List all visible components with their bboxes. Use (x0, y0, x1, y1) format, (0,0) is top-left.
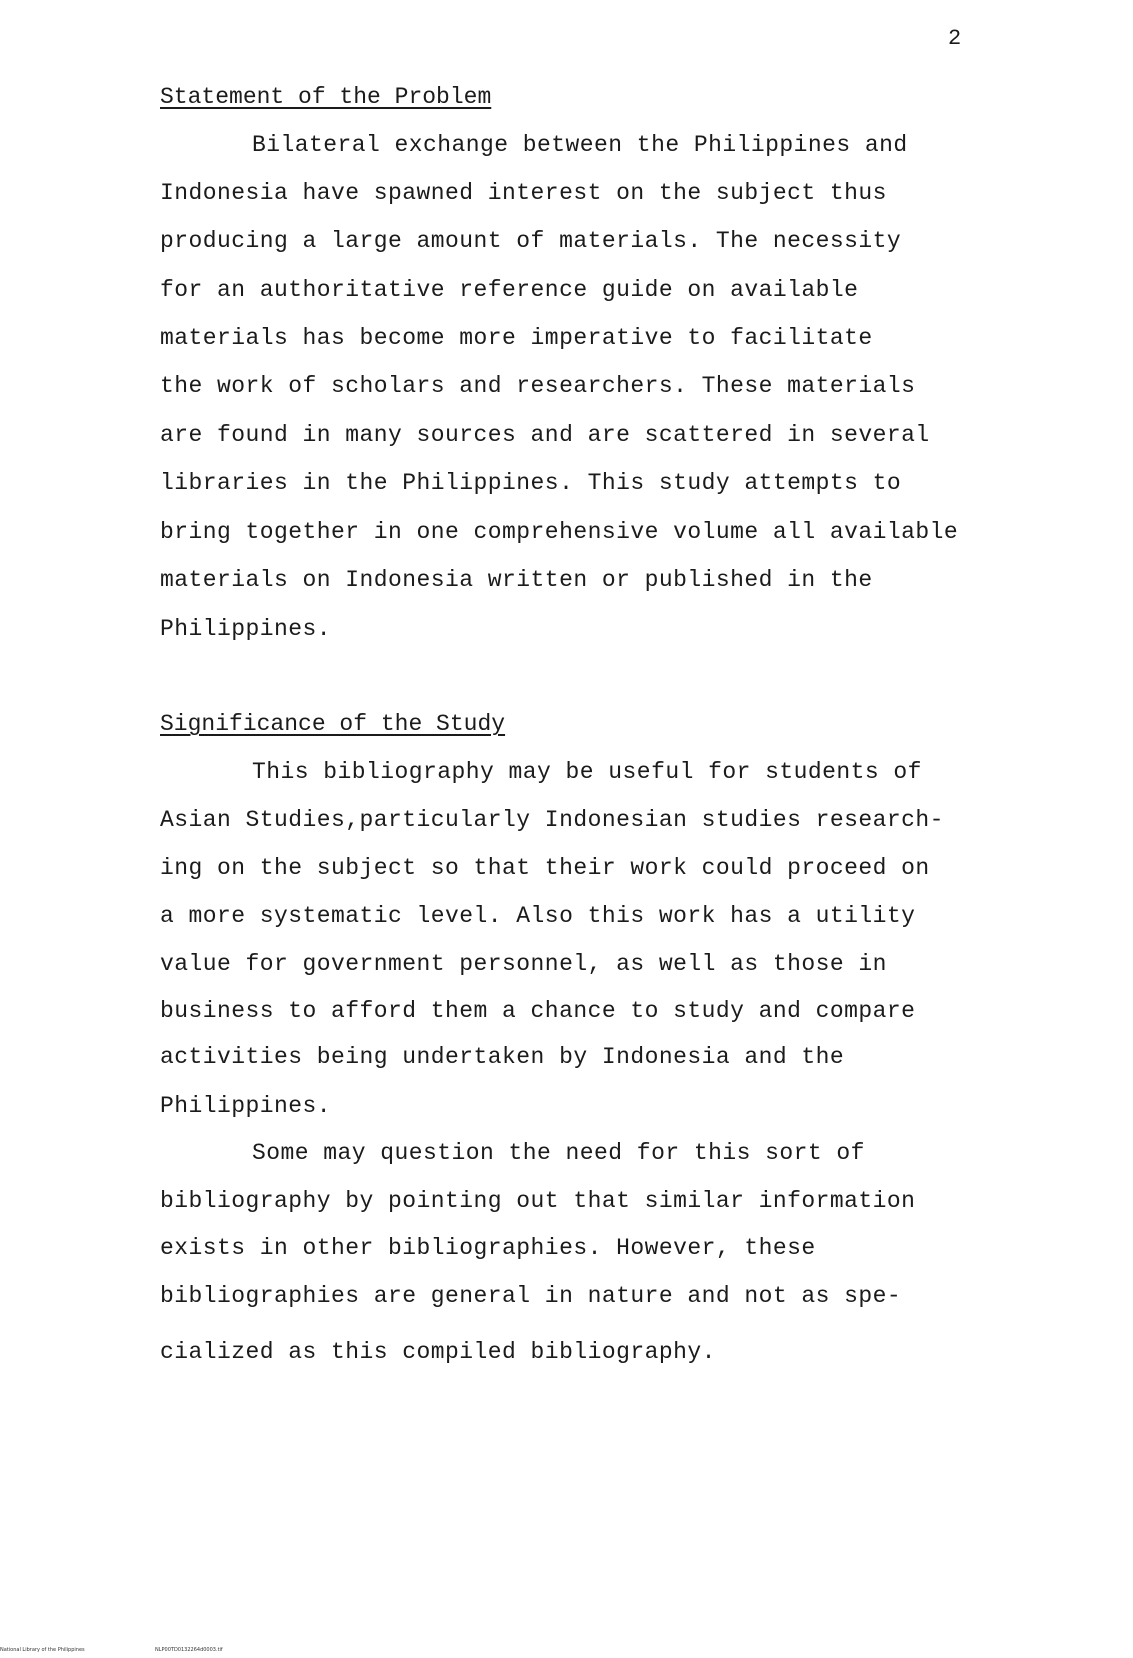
paragraph-line: Bilateral exchange between the Philippines and (252, 132, 908, 158)
paragraph-line: bibliographies are general in nature and not as spe- (160, 1283, 902, 1309)
paragraph-line: cialized as this compiled bibliography. (160, 1339, 716, 1365)
paragraph-line: the work of scholars and researchers. These materials (160, 373, 916, 399)
paragraph-line: materials has become more imperative to facilitate (160, 325, 873, 351)
paragraph-line: materials on Indonesia written or published in the (160, 567, 873, 593)
paragraph-line: Philippines. (160, 1093, 332, 1119)
paragraph-line: activities being undertaken by Indonesia and the (160, 1044, 845, 1070)
section-heading-statement: Statement of the Problem (160, 84, 492, 110)
paragraph-line: Some may question the need for this sort of (252, 1140, 865, 1166)
paragraph-line: Philippines. (160, 616, 332, 642)
paragraph-line: a more systematic level. Also this work has a utility (160, 903, 916, 929)
paragraph-line: exists in other bibliographies. However, these (160, 1235, 816, 1261)
paragraph-line: business to afford them a chance to study and compare (160, 998, 916, 1024)
section-heading-significance: Significance of the Study (160, 711, 506, 737)
footer-library-name: National Library of the Philippines (0, 1647, 85, 1653)
paragraph-line: for an authoritative reference guide on available (160, 277, 859, 303)
paragraph-line: ing on the subject so that their work could proceed on (160, 855, 930, 881)
paragraph-line: bibliography by pointing out that similar information (160, 1188, 916, 1214)
paragraph-line: producing a large amount of materials. The necessity (160, 228, 902, 254)
paragraph-line: bring together in one comprehensive volume all available (160, 519, 959, 545)
paragraph-line: libraries in the Philippines. This study attempts to (160, 470, 902, 496)
page-number: 2 (948, 26, 962, 51)
paragraph-line: This bibliography may be useful for students of (252, 759, 922, 785)
footer-file-id: NLP00TD0132264d0003.tif (155, 1647, 223, 1653)
paragraph-line: Asian Studies,particularly Indonesian studies research- (160, 807, 944, 833)
paragraph-line: Indonesia have spawned interest on the subject thus (160, 180, 887, 206)
paragraph-line: value for government personnel, as well as those in (160, 951, 887, 977)
paragraph-line: are found in many sources and are scattered in several (160, 422, 930, 448)
